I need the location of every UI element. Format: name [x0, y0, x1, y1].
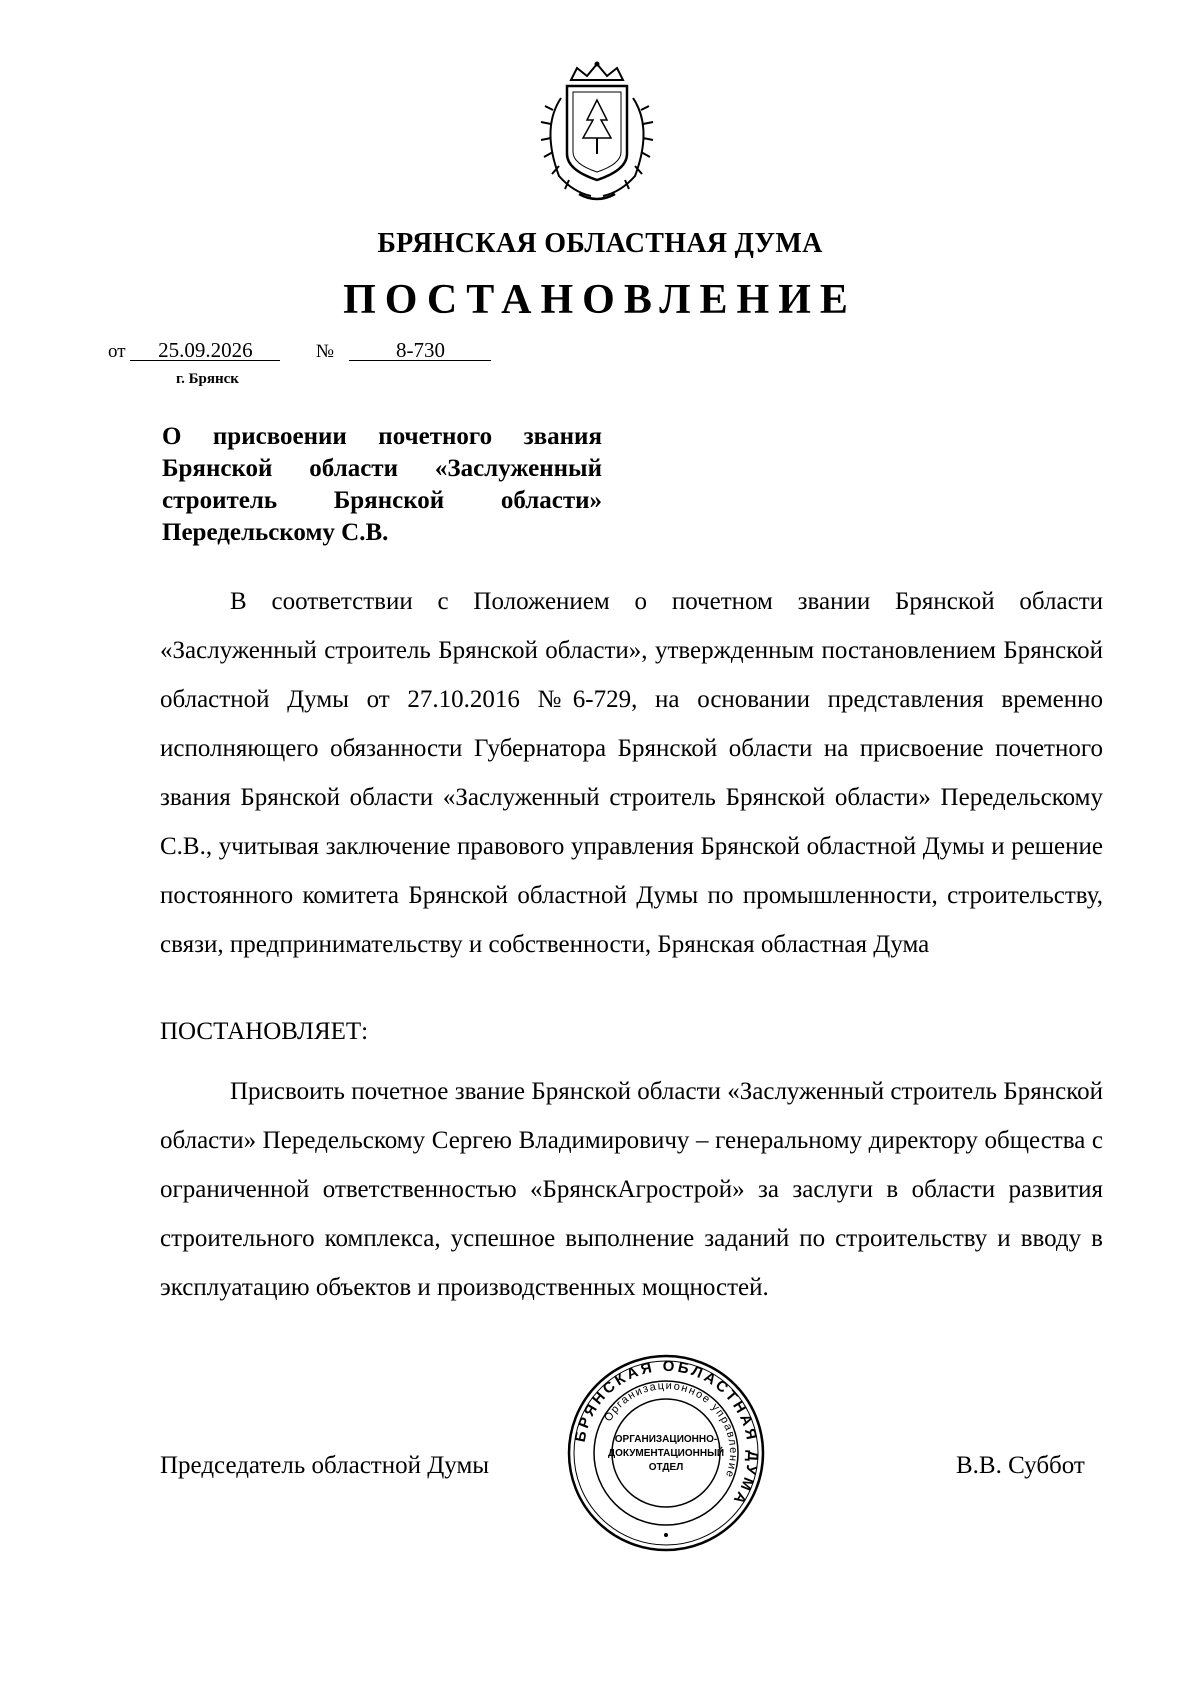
resolution-paragraph: Присвоить почетное звание Брянской области «Заслуженный строитель Брянской области» Передельскому Сергею Владимировичу – генеральному директору общества с ограниченной ответственностью «БрянскАгрострой» за заслуги в области развития строительного комплекса, успешное выполнение заданий по строительству и вводу в эксплуатацию объектов и производственных мощностей. [160, 1078, 1103, 1301]
document-number: 8-730 [349, 340, 491, 361]
decrees-label: ПОСТАНОВЛЯЕТ: [160, 1018, 369, 1045]
signatory-title: Председатель областной Думы [160, 1452, 490, 1479]
document-date: 25.09.2026 [130, 340, 280, 361]
stamp-center-line: ДОКУМЕНТАЦИОННЫЙ [607, 1448, 725, 1459]
date-prefix: от [108, 341, 126, 362]
document-type-title: ПОСТАНОВЛЕНИЕ [343, 277, 857, 323]
number-prefix: № [315, 341, 334, 362]
preamble-paragraph: В соответствии с Положением о почетном звании Брянской области «Заслуженный строитель Брянской области», утвержденным постановлением Брянской областной Думы от 27.10.2016 №6-729, на основании представления временно исполняющего обязанности Губернатора Брянской области на присвоение почетного звания Брянской области «Заслуженный строитель Брянской области» Передельскому С.В., учитывая заключение правового управления Брянской областной Думы и решение постоянного комитета Брянской областной Думы по промышленности, строительству, связи, предпринимательству и собственности, Брянская областная Дума [160, 588, 1103, 958]
stamp-center-line: ОРГАНИЗАЦИОННО- [614, 1434, 718, 1445]
subject-line: О присвоении почетного звания [162, 423, 602, 450]
coat-of-arms-icon [521, 58, 673, 206]
subject-line: Брянской области «Заслуженный [162, 455, 602, 482]
resolution-paragraph-block [160, 1067, 1103, 1312]
date-number-line [108, 340, 491, 363]
document-subject [162, 421, 602, 549]
preamble-paragraph-block [160, 577, 1103, 969]
city-label: г. Брянск [176, 371, 239, 387]
subject-line: Передельскому С.В. [162, 519, 389, 546]
subject-line: строитель Брянской области» [162, 487, 602, 514]
official-stamp [566, 1353, 766, 1553]
stamp-outer-text: БРЯНСКАЯ ОБЛАСТНАЯ ДУМА [571, 1357, 762, 1510]
stamp-inner-text: Организационное управление [602, 1379, 740, 1480]
signatory-name: В.В. Суббот [956, 1452, 1085, 1479]
stamp-center-line: ОТДЕЛ [648, 1462, 684, 1473]
organization-name: БРЯНСКАЯ ОБЛАСТНАЯ ДУМА [377, 228, 823, 259]
